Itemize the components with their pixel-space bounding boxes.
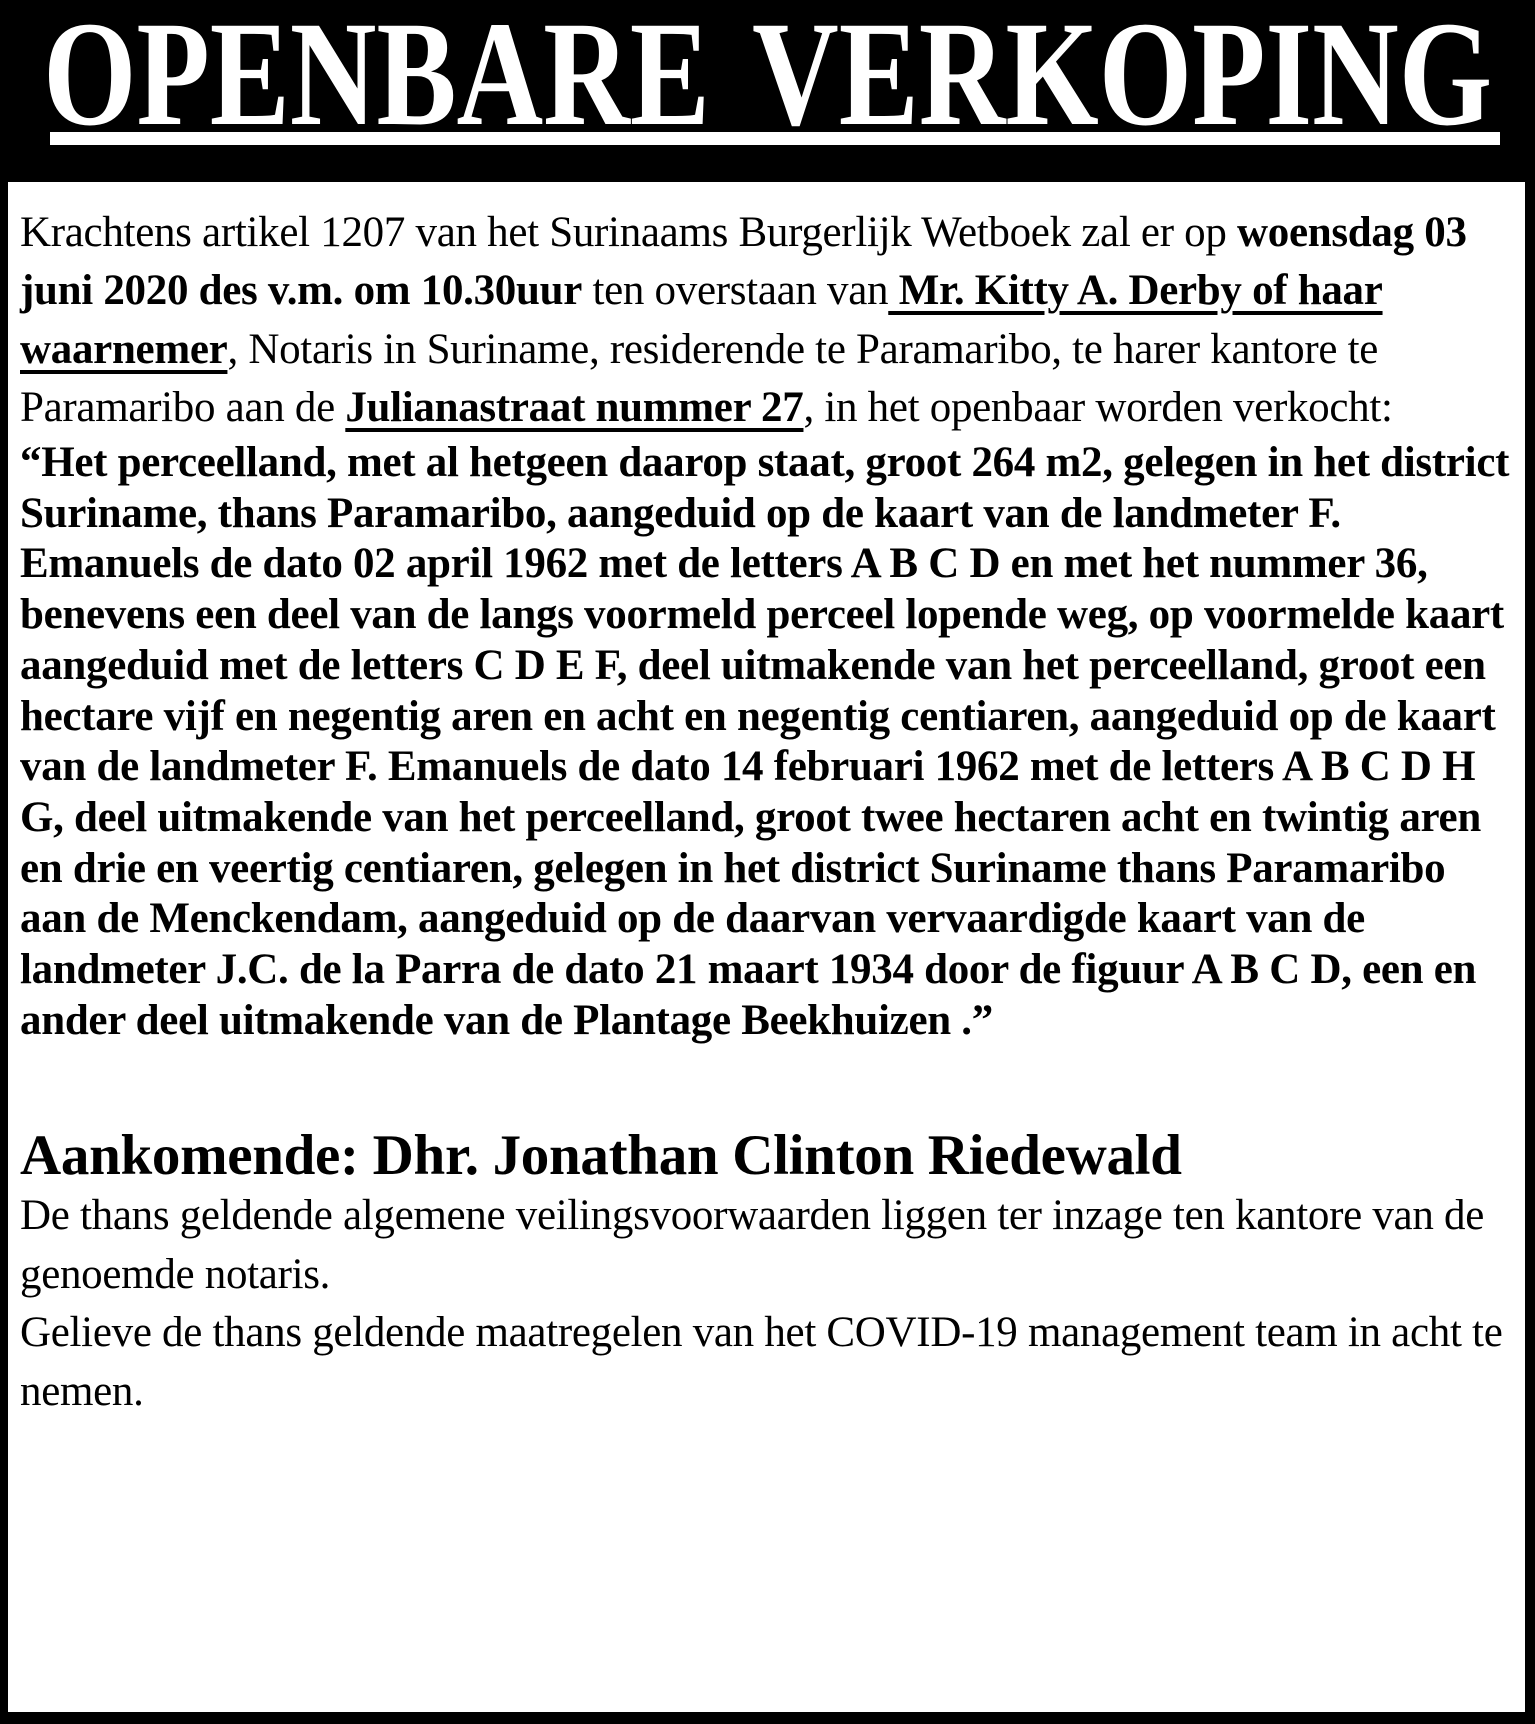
notary-address: Julianastraat nummer 27 [345,384,804,432]
buyer-heading: Aankomende: Dhr. Jonathan Clinton Riedewald [20,1123,1182,1187]
property-description: “Het perceelland, met al hetgeen daarop staat, groot 264 m2, gelegen in het district Suriname, thans Paramaribo, aangeduid op de kaart van de landmeter F. Emanuels de dato 02 april 1962 met de letters A B C D en met het nummer 36, benevens een deel van de langs voormeld perceel lopende weg, op voormelde kaart aangeduid met de letters C D E F, deel uitmakende van het perceelland, groot een hectare vijf en negentig aren en acht en negentig centiaren, aangeduid op de kaart van de landmeter F. Emanuels de dato 14 februari 1962 met de letters A B C D H G, deel uitmakende van het perceelland, groot twee hectaren acht en twintig aren en drie en veertig centiaren, gelegen in het district Suriname thans Paramaribo aan de Menckendam, aangeduid op de daarvan vervaardigde kaart van de landmeter J.C. de la Parra de dato 21 maart 1934 door de figuur A B C D, een en ander deel uitmakende van de Plantage Beekhuizen .” [20,438,1510,1044]
intro-text-1: Krachtens artikel 1207 van het Surinaams Burgerlijk Wetboek zal er op [20,209,1238,256]
intro-text-4: , in het openbaar worden verkocht: [803,384,1393,432]
notice-body [8,182,1525,1712]
notary-name: Mr. Kitty A. Derby of haar waarnemer [20,267,1383,373]
auction-datetime: woensdag 03 juni 2020 des v.m. om 10.30uur [20,209,1467,315]
notice-banner [0,0,1535,182]
intro-paragraph [20,204,1519,438]
intro-text-2: ten overstaan van [582,267,889,315]
terms-paragraph: De thans geldende algemene veilingsvoorwaarden liggen ter inzage ten kantore van de genoemde notaris. [20,1192,1484,1298]
notice-title: OPENBARE VERKOPING [43,0,1493,157]
covid-notice-paragraph: Gelieve de thans geldende maatregelen van het COVID-19 management team in acht te nemen. [20,1309,1503,1415]
intro-text-3: , Notaris in Suriname, residerende te Paramaribo, te harer kantore te Paramaribo aan de [20,325,1379,432]
